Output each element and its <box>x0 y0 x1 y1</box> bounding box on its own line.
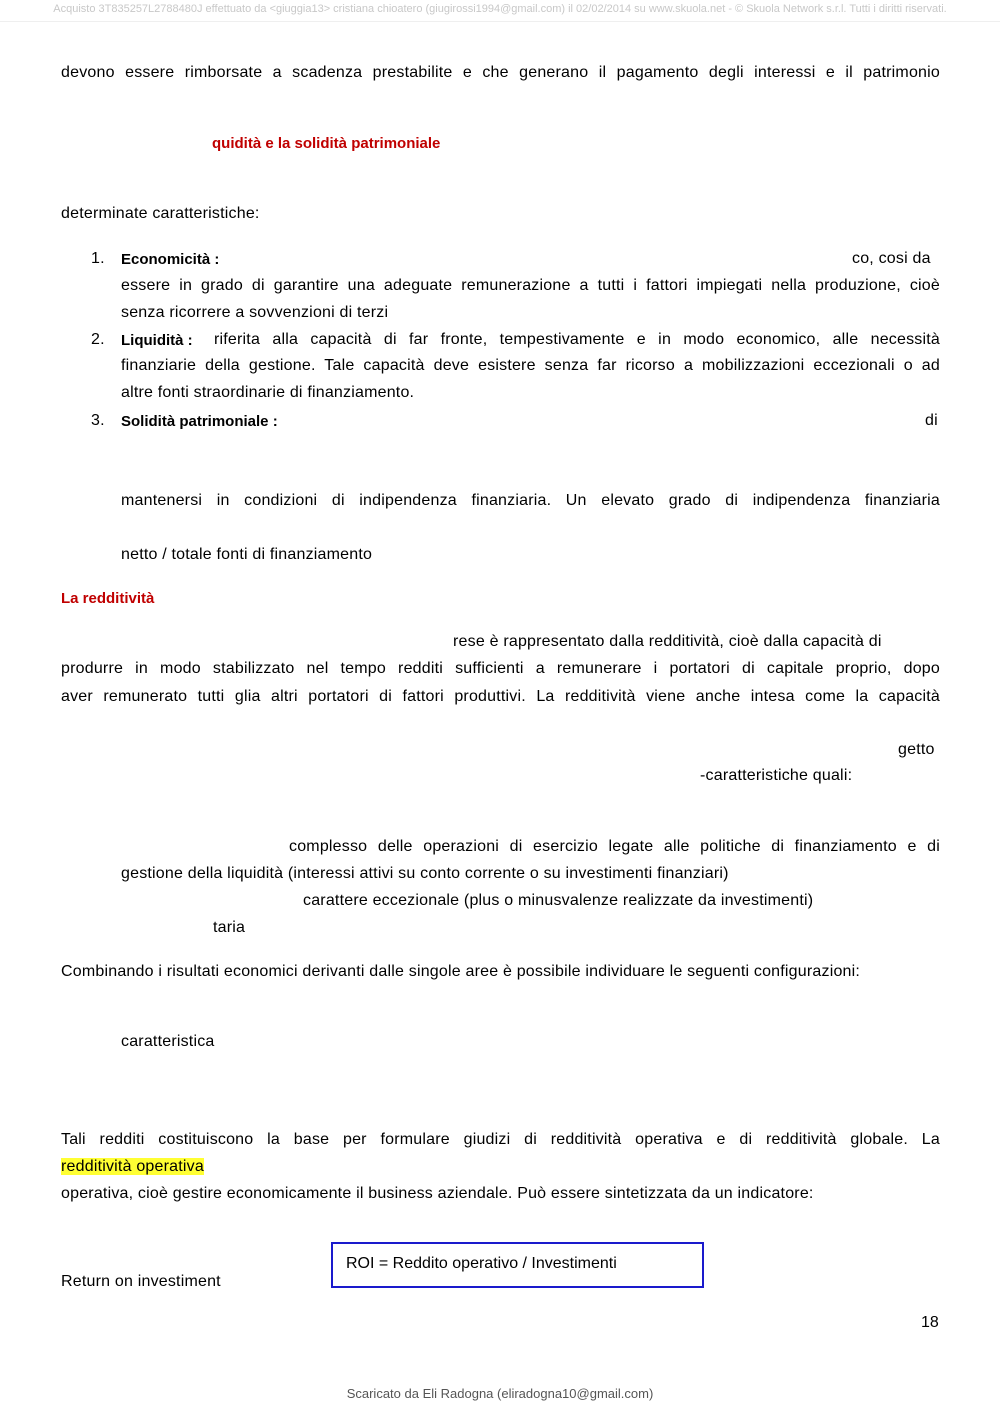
body-line: carattere eccezionale (plus o minusvalenze realizzate da investimenti) <box>303 892 814 909</box>
list-item-line: finanziarie della gestione. Tale capacità deve esistere senza far ricorso a mobilizzazioni eccezionali o ad <box>121 357 940 374</box>
body-fragment: getto <box>898 741 935 758</box>
list-item-tail: co, cosi da <box>852 250 931 267</box>
list-number: 2. <box>91 331 105 348</box>
body-line: Tali redditi costituiscono la base per formulare giudizi di redditività operativa e di redditività globale. La <box>61 1131 940 1148</box>
list-number: 1. <box>91 250 105 267</box>
body-line: aver remunerato tutti glia altri portatori di fattori produttivi. La redditività viene anche intesa come la capacità <box>61 688 940 705</box>
list-item-line: mantenersi in condizioni di indipendenza finanziaria. Un elevato grado di indipendenza finanziaria <box>121 492 940 509</box>
body-line: Combinando i risultati economici derivanti dalle singole aree è possibile individuare le seguenti configurazioni: <box>61 963 861 980</box>
body-line: operativa, cioè gestire economicamente il business aziendale. Può essere sintetizzata da un indicatore: <box>61 1185 814 1202</box>
body-fragment: taria <box>213 919 246 936</box>
list-item-line: senza ricorrere a sovvenzioni di terzi <box>121 304 389 321</box>
list-item-line: altre fonti straordinarie di finanziamento. <box>121 384 415 401</box>
body-line: gestione della liquidità (interessi attivi su conto corrente o su investimenti finanziari) <box>121 865 729 882</box>
list-item-tail: di <box>925 412 938 429</box>
body-line: devono essere rimborsate a scadenza prestabilite e che generano il pagamento degli interessi e il patrimonio <box>61 64 940 81</box>
body-line: produrre in modo stabilizzato nel tempo redditi sufficienti a remunerare i portatori di capitale proprio, dopo <box>61 660 940 677</box>
body-fragment: caratteristica <box>121 1033 215 1050</box>
list-item-tail: riferita alla capacità di far fronte, tempestivamente e in modo economico, alle necessità <box>214 331 940 348</box>
header-divider <box>0 21 1000 22</box>
list-item-title: Economicità : <box>121 251 220 268</box>
list-item-title: Solidità patrimoniale : <box>121 413 278 430</box>
roi-label: Return on investiment <box>61 1273 221 1290</box>
roi-formula: ROI = Reddito operativo / Investimenti <box>346 1255 617 1272</box>
list-item-line: netto / totale fonti di finanziamento <box>121 546 373 563</box>
body-line: determinate caratteristiche: <box>61 205 260 222</box>
body-line: complesso delle operazioni di esercizio legate alle politiche di finanziamento e di <box>289 838 940 855</box>
list-item-title: Liquidità : <box>121 332 193 349</box>
roi-formula-box <box>331 1242 704 1288</box>
body-fragment: -caratteristiche quali: <box>700 767 853 784</box>
list-item-line: essere in grado di garantire una adeguate remunerazione a tutti i fattori impiegati nella produzione, cioè <box>121 277 940 294</box>
download-footer: Scaricato da Eli Radogna (eliradogna10@gmail.com) <box>346 1386 654 1401</box>
download-watermark: Acquisto 3T835257L2788480J effettuato da <giuggia13> cristiana chioatero (giugirossi1994@gmail.com) il 02/02/2014 su www.skuola.net - © Skuola Network s.r.l. Tutti i diritti riservati. <box>53 3 947 15</box>
section-heading-liquidity: quidità e la solidità patrimoniale <box>212 135 441 152</box>
body-line: rese è rappresentato dalla redditività, cioè dalla capacità di <box>453 633 882 650</box>
section-heading-profitability: La redditività <box>61 590 155 607</box>
highlighted-term: redditività operativa <box>61 1158 204 1175</box>
page-number: 18 <box>921 1314 939 1331</box>
list-number: 3. <box>91 412 105 429</box>
